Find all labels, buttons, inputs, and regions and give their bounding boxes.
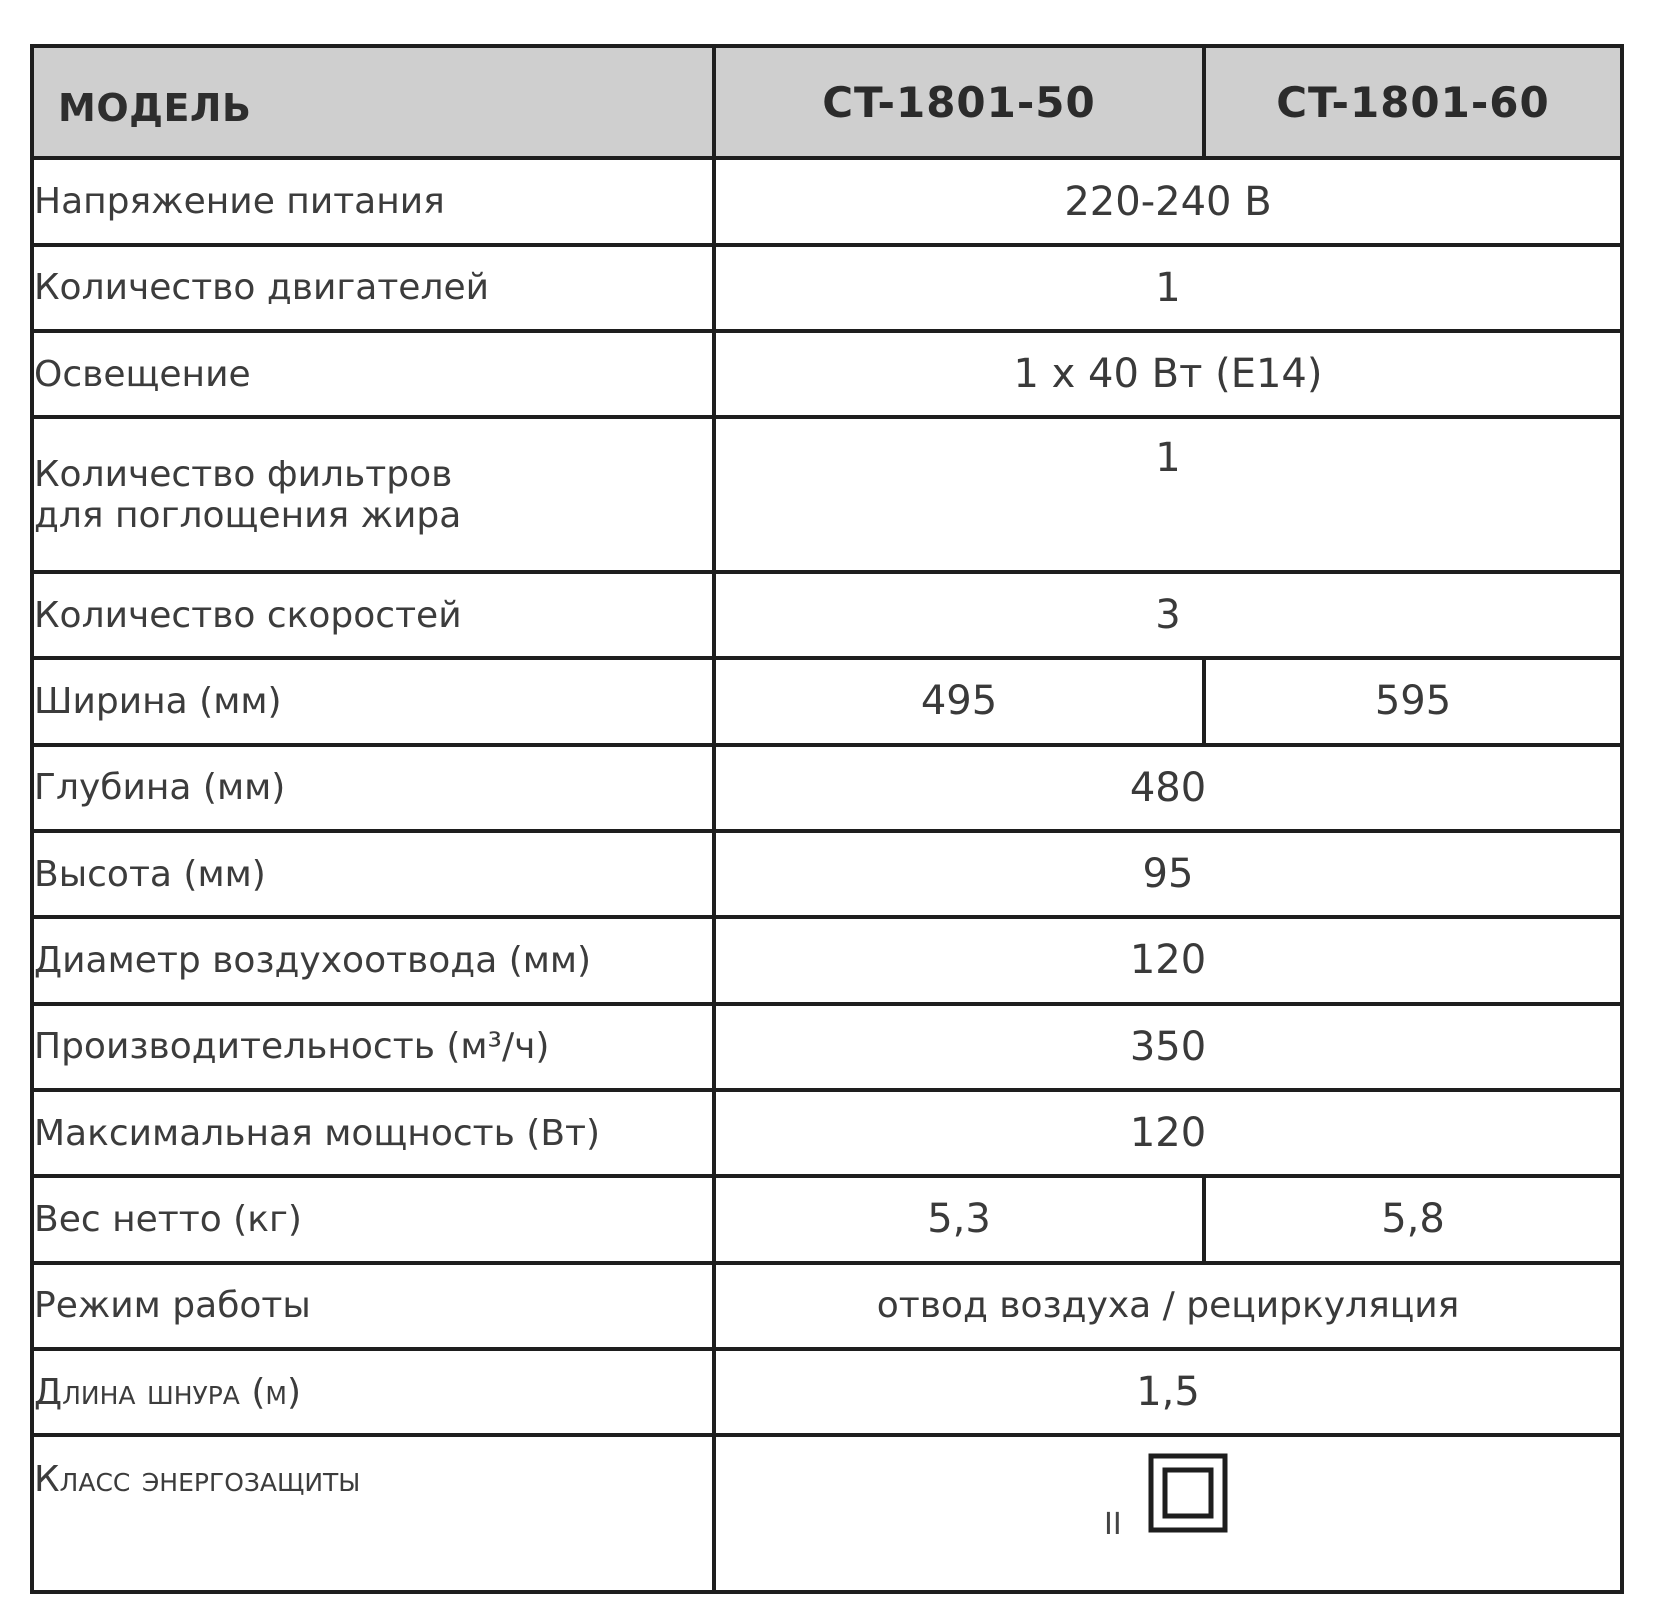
table-row-speeds <box>32 572 1622 658</box>
header-row <box>32 46 1622 158</box>
value-lighting: 1 x 40 Вт (E14) <box>714 331 1622 417</box>
value-filters: 1 <box>714 417 1622 572</box>
protection-class-wrap <box>716 1437 1620 1590</box>
table-row-protection <box>32 1435 1622 1592</box>
value-weight-50: 5,3 <box>714 1176 1204 1262</box>
param-label-filters <box>32 417 714 572</box>
table-row-lighting <box>32 331 1622 417</box>
value-mode: отвод воздуха / рециркуляция <box>714 1263 1622 1349</box>
value-height: 95 <box>714 831 1622 917</box>
value-duct: 120 <box>714 917 1622 1003</box>
table-row-cord <box>32 1349 1622 1435</box>
param-label-filters-line2: для поглощения жира <box>34 494 462 536</box>
param-label-lighting: Освещение <box>32 331 714 417</box>
param-label-height: Высота (мм) <box>32 831 714 917</box>
table-row-voltage <box>32 158 1622 244</box>
param-label-speeds: Количество скоростей <box>32 572 714 658</box>
model-ct-1801-60: CT-1801-60 <box>1204 46 1622 158</box>
param-label-duct: Диаметр воздухоотвода (мм) <box>32 917 714 1003</box>
value-motors: 1 <box>714 245 1622 331</box>
table-row-filters <box>32 417 1622 572</box>
table-row-capacity <box>32 1004 1622 1090</box>
double-square-class-ii-icon <box>1148 1453 1228 1533</box>
param-label-capacity: Производительность (м³/ч) <box>32 1004 714 1090</box>
value-speeds: 3 <box>714 572 1622 658</box>
param-label-protection: Класс энергозащиты <box>32 1435 714 1592</box>
model-header-label: МОДЕЛЬ <box>32 46 714 158</box>
value-weight-60: 5,8 <box>1204 1176 1622 1262</box>
table-row-width <box>32 658 1622 744</box>
table-row-power <box>32 1090 1622 1176</box>
table-row-mode <box>32 1263 1622 1349</box>
value-width-50: 495 <box>714 658 1204 744</box>
param-label-weight: Вес нетто (кг) <box>32 1176 714 1262</box>
table-row-weight <box>32 1176 1622 1262</box>
value-voltage: 220-240 В <box>714 158 1622 244</box>
table-row-height <box>32 831 1622 917</box>
table-row-depth <box>32 745 1622 831</box>
value-protection-cell <box>714 1435 1622 1592</box>
param-label-power: Максимальная мощность (Вт) <box>32 1090 714 1176</box>
value-power: 120 <box>714 1090 1622 1176</box>
spec-table <box>30 44 1624 1594</box>
value-capacity: 350 <box>714 1004 1622 1090</box>
table-row-motors <box>32 245 1622 331</box>
param-label-width: Ширина (мм) <box>32 658 714 744</box>
value-cord: 1,5 <box>714 1349 1622 1435</box>
param-label-filters-line1: Количество фильтров <box>34 453 453 495</box>
param-label-mode: Режим работы <box>32 1263 714 1349</box>
table-row-duct <box>32 917 1622 1003</box>
value-width-60: 595 <box>1204 658 1622 744</box>
value-depth: 480 <box>714 745 1622 831</box>
param-label-cord: Длина шнура (м) <box>32 1349 714 1435</box>
model-ct-1801-50: CT-1801-50 <box>714 46 1204 158</box>
param-label-depth: Глубина (мм) <box>32 745 714 831</box>
param-label-voltage: Напряжение питания <box>32 158 714 244</box>
protection-class-label: II <box>1104 1507 1122 1543</box>
param-label-motors: Количество двигателей <box>32 245 714 331</box>
